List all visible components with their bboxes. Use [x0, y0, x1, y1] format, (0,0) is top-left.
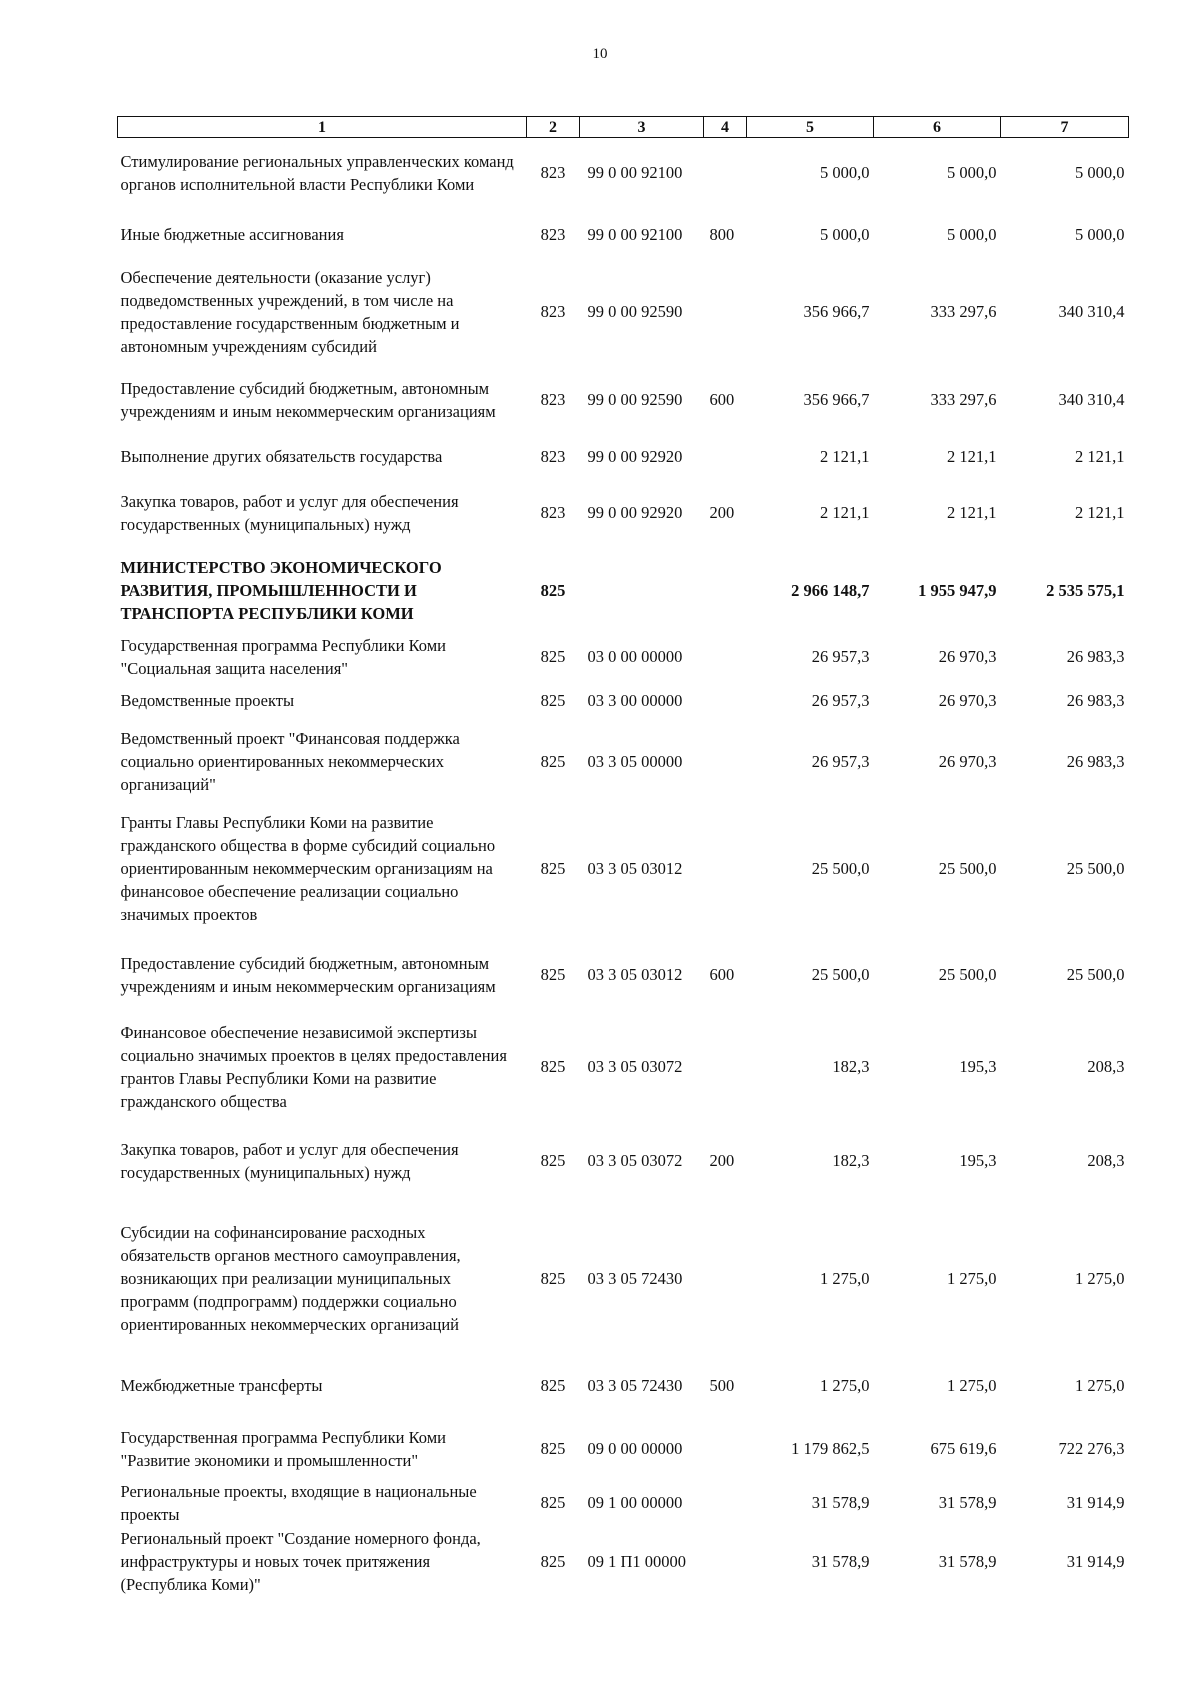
amount-cell: 26 957,3 [811, 752, 870, 771]
target-article-cell: 09 0 00 00000 [587, 1439, 683, 1458]
admin-code-cell: 823 [540, 225, 566, 244]
expense-name-cell: Государственная программа Республики Коми "Развитие экономики и промышленности" [120, 1427, 446, 1470]
target-article-cell: 03 3 05 72430 [587, 1269, 683, 1288]
admin-code-cell: 823 [540, 503, 566, 522]
amount-cell: 5 000,0 [1075, 163, 1125, 183]
expense-name-cell: Выполнение других обязательств государства [120, 447, 443, 466]
table-row [118, 476, 1129, 550]
expense-type-cell [704, 720, 747, 804]
amount-cell: 2 121,1 [820, 503, 870, 522]
amount-cell: 26 970,3 [938, 647, 997, 666]
amount-cell: 26 957,3 [811, 691, 870, 710]
amount-cell: 1 179 862,5 [791, 1439, 870, 1458]
table-row [118, 1480, 1129, 1526]
table-row [118, 934, 1129, 1016]
table-row [118, 262, 1129, 362]
expense-name-cell: Иные бюджетные ассигнования [120, 225, 344, 244]
page-number: 10 [592, 46, 608, 62]
expense-name-cell: Обеспечение деятельности (оказание услуг) подведомственных учреждений, в том числе на предоставление государственным бюджетным и автономным учреждениям субсидий [120, 267, 460, 356]
target-article-cell: 03 3 00 00000 [587, 691, 683, 710]
admin-code-cell: 825 [540, 752, 566, 771]
target-article-cell: 99 0 00 92590 [587, 302, 683, 321]
amount-cell: 5 000,0 [947, 163, 997, 183]
admin-code-cell: 825 [540, 1057, 566, 1076]
expense-type-cell [704, 804, 747, 934]
admin-code-cell: 825 [540, 1269, 566, 1288]
amount-cell: 26 970,3 [938, 752, 997, 771]
admin-code-cell: 825 [540, 965, 566, 984]
amount-cell: 26 970,3 [938, 691, 997, 710]
expense-name-cell: Гранты Главы Республики Коми на развитие гражданского общества в форме субсидий социально ориентированным некоммерческим организациям на финансовое обеспечение реализации социально значимых проектов [120, 813, 496, 924]
table-row [118, 362, 1129, 438]
expense-name-cell: Государственная программа Республики Коми "Социальная защита населения" [120, 635, 446, 678]
amount-cell: 31 914,9 [1066, 1493, 1125, 1512]
table-row [118, 1016, 1129, 1118]
expense-type-cell [704, 1204, 747, 1354]
column-header: 6 [874, 117, 1001, 138]
amount-cell: 333 297,6 [930, 302, 997, 321]
amount-cell: 1 275,0 [820, 1269, 870, 1288]
expense-type-cell [704, 1480, 747, 1526]
amount-cell: 1 275,0 [1075, 1376, 1125, 1395]
amount-cell: 1 275,0 [947, 1376, 997, 1395]
expense-name-cell: Ведомственные проекты [120, 691, 295, 710]
target-article-cell: 09 1 П1 00000 [587, 1552, 687, 1571]
expense-name-cell: Стимулирование региональных управленческих команд органов исполнительной власти Республики Коми [120, 151, 514, 194]
target-article-cell: 03 3 05 03012 [587, 965, 683, 984]
amount-cell: 31 578,9 [811, 1552, 870, 1571]
expense-name-cell: Региональные проекты, входящие в национальные проекты [120, 1481, 477, 1524]
amount-cell: 208,3 [1087, 1057, 1125, 1076]
expense-name-cell: МИНИСТЕРСТВО ЭКОНОМИЧЕСКОГО РАЗВИТИЯ, ПРОМЫШЛЕННОСТИ И ТРАНСПОРТА РЕСПУБЛИКИ КОМИ [120, 558, 442, 623]
expense-name-cell: Ведомственный проект "Финансовая поддержка социально ориентированных некоммерческих организаций" [120, 729, 460, 794]
admin-code-cell: 823 [540, 390, 566, 409]
expense-name-cell: Межбюджетные трансферты [120, 1376, 323, 1395]
admin-code-cell: 825 [540, 691, 566, 710]
target-article-cell: 03 3 05 72430 [587, 1376, 683, 1395]
table-row [118, 720, 1129, 804]
target-article-cell: 03 3 05 03072 [587, 1151, 683, 1170]
target-article-cell: 99 0 00 92590 [587, 390, 683, 409]
expense-name-cell: Закупка товаров, работ и услуг для обеспечения государственных (муниципальных) нужд [120, 491, 459, 534]
expense-type-cell [704, 682, 747, 720]
target-article-cell: 99 0 00 92920 [587, 447, 683, 466]
amount-cell: 26 983,3 [1066, 647, 1125, 666]
table-row [118, 438, 1129, 476]
expense-name-cell: Финансовое обеспечение независимой экспертизы социально значимых проектов в целях предоставления грантов Главы Республики Коми на развитие гражданского общества [120, 1022, 507, 1111]
amount-cell: 340 310,4 [1058, 302, 1125, 321]
amount-cell: 195,3 [959, 1151, 997, 1170]
target-article-cell: 03 3 05 03012 [587, 859, 683, 878]
table-row [118, 1418, 1129, 1480]
column-header: 4 [704, 117, 747, 138]
table-header-row [118, 117, 1129, 138]
target-article-cell: 99 0 00 92100 [587, 163, 683, 183]
expense-type-cell: 600 [709, 965, 735, 984]
amount-cell: 722 276,3 [1058, 1439, 1125, 1458]
amount-cell: 182,3 [832, 1151, 870, 1170]
column-header: 2 [527, 117, 580, 138]
table-row [118, 632, 1129, 682]
amount-cell: 26 983,3 [1066, 691, 1125, 710]
admin-code-cell: 823 [540, 302, 566, 321]
table-row [118, 682, 1129, 720]
amount-cell: 195,3 [959, 1057, 997, 1076]
amount-cell: 25 500,0 [938, 859, 997, 878]
admin-code-cell: 825 [540, 581, 566, 600]
target-article-cell: 99 0 00 92100 [587, 225, 683, 244]
table-row [118, 550, 1129, 632]
table-row [118, 208, 1129, 262]
expense-type-cell [704, 632, 747, 682]
expense-type-cell: 800 [709, 225, 735, 244]
amount-cell: 1 955 947,9 [918, 581, 997, 600]
amount-cell: 25 500,0 [938, 965, 997, 984]
amount-cell: 182,3 [832, 1057, 870, 1076]
admin-code-cell: 825 [540, 859, 566, 878]
admin-code-cell: 825 [540, 1493, 566, 1512]
column-header: 3 [580, 117, 704, 138]
expense-name-cell: Региональный проект "Создание номерного фонда, инфраструктуры и новых точек притяжения (Республика Коми)" [120, 1529, 481, 1594]
table-row [118, 1354, 1129, 1418]
admin-code-cell: 825 [540, 1376, 566, 1395]
expense-type-cell [704, 262, 747, 362]
admin-code-cell: 823 [540, 447, 566, 466]
expense-type-cell: 200 [709, 503, 735, 522]
table-row [118, 1204, 1129, 1354]
expense-type-cell [704, 550, 747, 632]
amount-cell: 2 121,1 [1075, 503, 1125, 522]
expense-type-cell [704, 438, 747, 476]
target-article-cell: 03 0 00 00000 [587, 647, 683, 666]
target-article-cell [580, 550, 704, 632]
amount-cell: 356 966,7 [803, 390, 870, 409]
amount-cell: 2 966 148,7 [791, 581, 870, 600]
expense-type-cell [704, 138, 747, 208]
amount-cell: 2 121,1 [947, 447, 997, 466]
expense-type-cell [704, 1526, 747, 1598]
amount-cell: 1 275,0 [1075, 1269, 1125, 1288]
amount-cell: 26 957,3 [811, 647, 870, 666]
amount-cell: 2 535 575,1 [1046, 581, 1125, 600]
admin-code-cell: 823 [540, 163, 566, 183]
amount-cell: 25 500,0 [1066, 859, 1125, 878]
column-header: 7 [1001, 117, 1129, 138]
amount-cell: 31 578,9 [938, 1493, 997, 1512]
table-body [118, 138, 1129, 1598]
table-row [118, 1526, 1129, 1598]
amount-cell: 5 000,0 [1075, 225, 1125, 244]
amount-cell: 31 914,9 [1066, 1552, 1125, 1571]
target-article-cell: 03 3 05 00000 [587, 752, 683, 771]
budget-table [117, 116, 1129, 1598]
amount-cell: 25 500,0 [1066, 965, 1125, 984]
admin-code-cell: 825 [540, 1151, 566, 1170]
expense-type-cell [704, 1418, 747, 1480]
amount-cell: 1 275,0 [947, 1269, 997, 1288]
amount-cell: 5 000,0 [820, 225, 870, 244]
table-row [118, 804, 1129, 934]
amount-cell: 5 000,0 [947, 225, 997, 244]
amount-cell: 25 500,0 [811, 859, 870, 878]
table-row [118, 138, 1129, 208]
amount-cell: 333 297,6 [930, 390, 997, 409]
column-header: 5 [747, 117, 874, 138]
amount-cell: 26 983,3 [1066, 752, 1125, 771]
expense-type-cell: 600 [709, 390, 735, 409]
expense-type-cell: 500 [709, 1376, 735, 1395]
target-article-cell: 99 0 00 92920 [587, 503, 683, 522]
admin-code-cell: 825 [540, 1439, 566, 1458]
target-article-cell: 09 1 00 00000 [587, 1493, 683, 1512]
admin-code-cell: 825 [540, 647, 566, 666]
amount-cell: 25 500,0 [811, 965, 870, 984]
amount-cell: 356 966,7 [803, 302, 870, 321]
expense-name-cell: Предоставление субсидий бюджетным, автономным учреждениям и иным некоммерческим организациям [120, 953, 496, 996]
amount-cell: 2 121,1 [1075, 447, 1125, 466]
expense-name-cell: Закупка товаров, работ и услуг для обеспечения государственных (муниципальных) нужд [120, 1139, 459, 1182]
expense-name-cell: Субсидии на софинансирование расходных обязательств органов местного самоуправления, возникающих при реализации муниципальных программ (подпрограмм) поддержки социально ориентированных некоммерческих организаций [120, 1223, 461, 1334]
amount-cell: 208,3 [1087, 1151, 1125, 1170]
amount-cell: 675 619,6 [930, 1439, 997, 1458]
amount-cell: 2 121,1 [820, 447, 870, 466]
amount-cell: 340 310,4 [1058, 390, 1125, 409]
expense-type-cell [704, 1016, 747, 1118]
column-header: 1 [118, 117, 527, 138]
table-row [118, 1118, 1129, 1204]
expense-name-cell: Предоставление субсидий бюджетным, автономным учреждениям и иным некоммерческим организациям [120, 378, 496, 421]
admin-code-cell: 825 [540, 1552, 566, 1571]
amount-cell: 5 000,0 [820, 163, 870, 183]
amount-cell: 1 275,0 [820, 1376, 870, 1395]
target-article-cell: 03 3 05 03072 [587, 1057, 683, 1076]
amount-cell: 31 578,9 [811, 1493, 870, 1512]
amount-cell: 2 121,1 [947, 503, 997, 522]
amount-cell: 31 578,9 [938, 1552, 997, 1571]
expense-type-cell: 200 [709, 1151, 735, 1170]
